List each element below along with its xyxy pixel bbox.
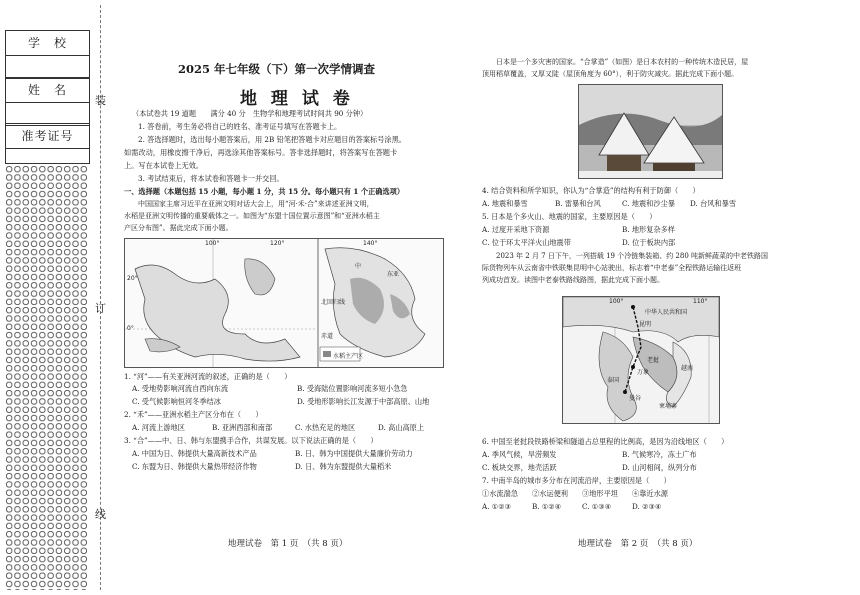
q2-stem: 2. “禾”——亚洲水稻主产区分布在（ ） <box>124 410 263 419</box>
exam-title: 2025 年七年级（下）第一次学情调查 <box>178 62 376 76</box>
binding-mark-ding: 订 <box>95 302 106 315</box>
map1-label-tropic: 北回归线 <box>321 299 346 306</box>
instruction-5: 3. 考试结束后，将本试卷和答题卡一并交回。 <box>138 174 284 183</box>
q7-item-2: ②水运便利 <box>532 489 568 498</box>
instruction-2: 2. 答选择题时，选出每小题答案后，用 2B 铅笔把答题卡对应题目的答案标号涂黑。 <box>138 135 406 144</box>
instruction-3: 如需改动，用橡皮擦干净后，再选涂其他答案标号。答非选择题时，将答案写在答题卡 <box>124 148 398 157</box>
q7-option-d: D. ②③④ <box>632 502 662 511</box>
map1-lat-0: 0° <box>127 325 134 332</box>
map1-deg-140: 140° <box>363 240 378 247</box>
passage3-line3: 列成功首发。读图中老泰铁路线路图，据此完成下面小题。 <box>482 276 664 284</box>
q1-stem: 1. “河”——有关亚洲河流的叙述，正确的是（ ） <box>124 372 292 381</box>
map1-label-china: 中 <box>355 263 362 270</box>
map1-deg-100: 100° <box>205 240 220 247</box>
q6-option-b: B. 气候寒冷，冻土广布 <box>622 450 697 459</box>
q7-stem: 7. 中南半岛的城市多分布在河流沿岸，主要原因是（ ） <box>482 476 671 485</box>
q4-option-a: A. 地震和暴雪 <box>482 199 528 208</box>
q3-option-c: C. 东盟为日、韩提供大量热带经济作物 <box>132 462 257 471</box>
q3-option-a: A. 中国为日、韩提供大量高新技术产品 <box>132 449 257 458</box>
passage2-line2: 顶用稻草覆盖，又厚又陡（屋顶角度为 60°），利于防灾减灾。据此完成下面小题。 <box>482 70 739 78</box>
name-field <box>5 77 90 126</box>
q3-stem: 3. “合”——中、日、韩与东盟携手合作，共谋发展。以下说法正确的是（ ） <box>124 436 378 445</box>
passage1-line1: 中国国家主席习近平在亚洲文明对话大会上，用“河·禾·合”来讲述亚洲文明， <box>138 200 374 208</box>
q7-option-c: C. ①③④ <box>582 502 612 511</box>
map2-label-prc: 中华人民共和国 <box>645 309 688 316</box>
q3-option-b: B. 日、韩为中国提供大量廉价劳动力 <box>295 449 413 458</box>
q7-item-4: ④靠近水源 <box>632 489 668 498</box>
map1-label-east-asia: 东亚 <box>387 271 400 278</box>
gassho-house-graphic <box>579 85 722 178</box>
asean-rice-map-graphic <box>125 239 443 367</box>
q3-option-d: D. 日、韩为东盟提供大量稻米 <box>295 462 392 471</box>
map2-label-kunming: 昆明 <box>639 321 652 328</box>
q4-stem: 4. 结合资料和所学知识，你认为“合掌造”的结构有利于防御（ ） <box>482 186 700 195</box>
q4-option-c: C. 地震和沙尘暴 <box>622 199 675 208</box>
q2-option-b: B. 亚洲西部和南部 <box>212 423 273 432</box>
q5-option-b: B. 地形复杂多样 <box>622 225 675 234</box>
security-pattern <box>5 165 88 590</box>
instruction-4: 上。写在本试卷上无效。 <box>124 161 204 170</box>
china-laos-railway-map <box>562 296 720 424</box>
q2-option-d: D. 高山高原上 <box>378 423 425 432</box>
school-field <box>5 30 90 79</box>
q4-option-b: B. 雷暴和台风 <box>555 199 601 208</box>
map2-label-laos: 老挝 <box>647 357 660 364</box>
passage3-line1: 2023 年 2 月 7 日下午，一列搭载 19 个冷链集装箱、约 280 吨新鲜蔬菜的中老铁路国 <box>496 252 769 260</box>
q2-option-c: C. 水热充足的地区 <box>295 423 356 432</box>
passage3-line2: 际货物列车从云南省中铁联集昆明中心站驶出，标志着“中老泰”全程铁路运输往返班 <box>482 264 742 272</box>
q6-stem: 6. 中国至老挝段铁路桥梁和隧道占总里程的比例高，是因为沿线地区（ ） <box>482 437 729 446</box>
map2-deg-100: 100° <box>609 298 624 305</box>
q6-option-a: A. 季风气候，旱涝频发 <box>482 450 557 459</box>
map2-label-bangkok: 曼谷 <box>629 395 642 402</box>
gassho-house-photo <box>578 84 723 179</box>
passage2-line1: 日本是一个多灾害的国家。“合掌造”（如图）是日本农村的一种传统木造民居，屋 <box>496 58 749 66</box>
map1-deg-120: 120° <box>270 240 285 247</box>
footer-left: 地理试卷 第 1 页 （共 8 页） <box>228 539 348 549</box>
q5-option-d: D. 位于板块内部 <box>622 238 676 247</box>
school-blank <box>6 56 89 78</box>
q5-option-a: A. 过度开采地下资源 <box>482 225 550 234</box>
q2-option-a: A. 河流上游地区 <box>132 423 185 432</box>
q7-option-a: A. ①②③ <box>482 502 512 511</box>
binding-strip <box>0 0 92 595</box>
q6-option-d: D. 山河相间，纵列分布 <box>622 463 697 472</box>
q1-option-c: C. 受气候影响恒河冬季结冰 <box>132 397 221 406</box>
instruction-1: 1. 答卷前，考生务必将自己的姓名、准考证号填写在答题卡上。 <box>138 122 342 131</box>
map1-label-equator: 赤道 <box>321 333 334 340</box>
map1-legend: 水稻主产区 <box>333 353 364 360</box>
q1-option-d: D. 受地形影响长江发源于中部高原、山地 <box>297 397 430 406</box>
q7-item-3: ③地形平坦 <box>582 489 618 498</box>
q6-option-c: C. 板块交界，地壳活跃 <box>482 463 557 472</box>
passage1-line3: 产区分布图”。据此完成下面小题。 <box>124 224 233 232</box>
exam-number-label: 准考证号 <box>6 124 89 149</box>
name-label: 姓 名 <box>6 78 89 103</box>
railway-map-graphic <box>563 297 719 423</box>
q4-option-d: D. 台风和暴雪 <box>690 199 737 208</box>
section-heading: 一、选择题（本题包括 15 小题，每小题 1 分，共 15 分。每小题只有 1 个正确选项） <box>124 187 405 196</box>
q7-option-b: B. ①②④ <box>532 502 562 511</box>
map2-deg-110: 110° <box>693 298 708 305</box>
q1-option-a: A. 受地势影响河流自西向东流 <box>132 384 229 393</box>
school-label: 学 校 <box>6 31 89 56</box>
map2-label-thailand: 泰国 <box>607 377 620 384</box>
q1-option-b: B. 受海陆位置影响河流多短小急急 <box>297 384 408 393</box>
exam-number-field <box>5 123 90 164</box>
map2-label-cambodia: 柬埔寨 <box>659 403 678 410</box>
map2-label-vientiane: 万象 <box>637 369 650 376</box>
exam-number-blank <box>6 149 89 163</box>
map2-label-vietnam: 越南 <box>681 365 694 372</box>
passage1-line2: 水稻是亚洲文明传播的重要载体之一。如图为“东盟十国位置示意图”和“亚洲水稻主 <box>124 212 380 220</box>
subject-title: 地 理 试 卷 <box>240 89 354 109</box>
binding-mark-xian: 线 <box>95 508 106 521</box>
exam-meta: （本试卷共 19 道题 满分 40 分 生物学和地理考试时间共 90 分钟） <box>132 109 368 118</box>
q5-option-c: C. 位于环太平洋火山地震带 <box>482 238 571 247</box>
name-blank <box>6 103 89 125</box>
footer-right: 地理试卷 第 2 页 （共 8 页） <box>578 539 698 549</box>
map1-lat-20: 20° <box>127 275 138 282</box>
binding-mark-zhuang: 装 <box>95 94 106 107</box>
q5-stem: 5. 日本是个多火山、地震的国家，主要原因是（ ） <box>482 212 657 221</box>
asean-rice-map <box>124 238 444 368</box>
q7-item-1: ①水流湍急 <box>482 489 518 498</box>
